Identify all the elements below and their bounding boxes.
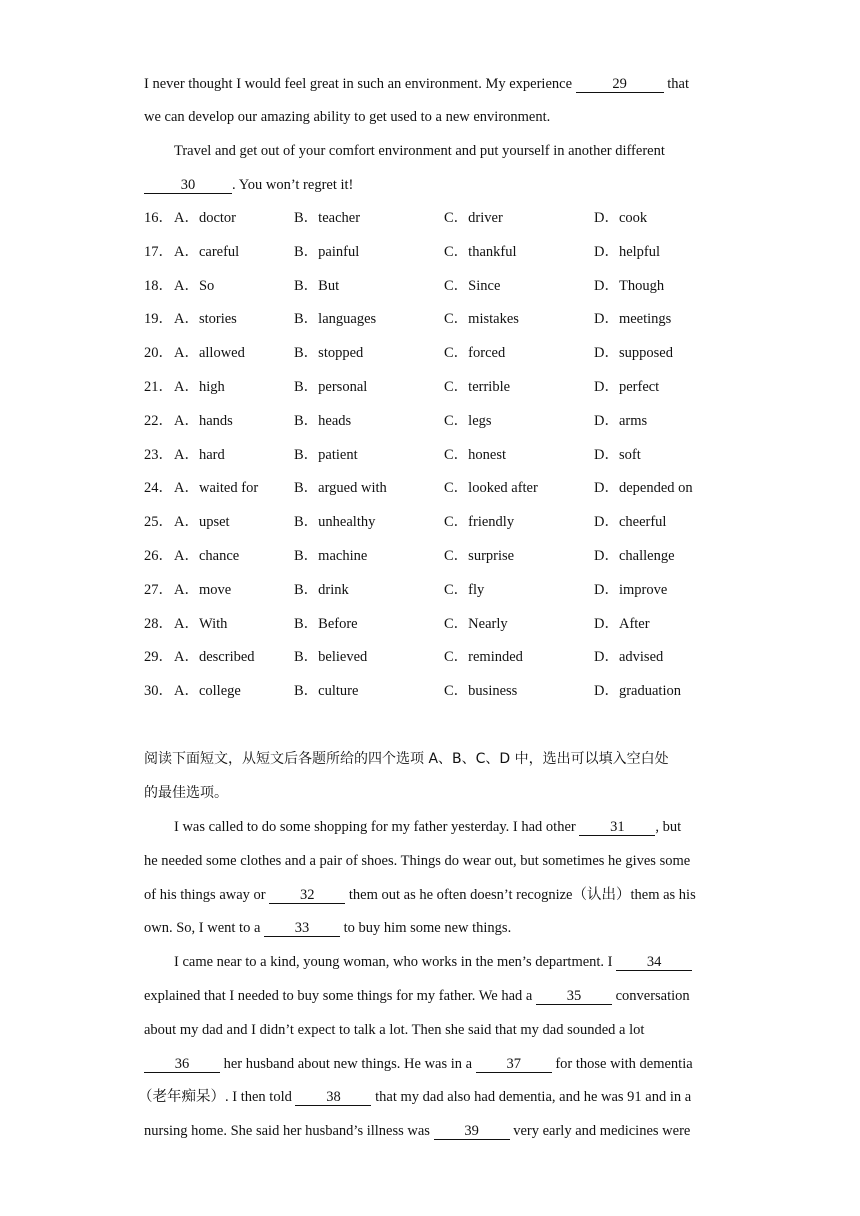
blank-33: 33: [264, 920, 340, 937]
question-row: [144, 343, 724, 363]
passage-line: [144, 885, 720, 905]
passage-line: about my dad and I didn’t expect to talk a lot. Then she said that my dad sounded a lot: [144, 1022, 645, 1038]
option-d: D．challenge: [594, 548, 675, 564]
question-row: [144, 681, 724, 701]
question-row: [144, 512, 724, 532]
option-d: D．advised: [594, 649, 664, 665]
option-b: B．drink: [294, 582, 349, 598]
passage-line: [144, 952, 720, 972]
option-b: B．argued with: [294, 480, 387, 496]
option-b: B．heads: [294, 413, 352, 429]
question-row: [144, 445, 724, 465]
option-b: B．stopped: [294, 345, 364, 361]
question-row: [144, 580, 724, 600]
option-b: B．But: [294, 278, 340, 294]
option-b: B．teacher: [294, 210, 361, 226]
question-row: [144, 478, 724, 498]
text: that my dad also had dementia, and he was 91 and in a: [371, 1089, 692, 1105]
option-c: C．Since: [444, 278, 501, 294]
option-a: A．hands: [174, 413, 233, 429]
text: nursing home. She said her husband’s illness was: [144, 1123, 434, 1139]
blank-38: 38: [295, 1089, 371, 1106]
instruction-line: 阅读下面短文，从短文后各题所给的四个选项 A、B、C、D 中，选出可以填入空白处: [144, 751, 669, 767]
option-b: B．personal: [294, 379, 368, 395]
text: explained that I needed to buy some things for my father. We had a: [144, 988, 536, 1004]
text: own. So, I went to a: [144, 920, 265, 936]
text: , but: [655, 819, 682, 835]
question-number: 20．: [144, 345, 173, 361]
passage-line: Travel and get out of your comfort environment and put yourself in another different: [174, 143, 665, 159]
text: for those with dementia: [551, 1056, 693, 1072]
option-a: A．high: [174, 379, 225, 395]
question-row: [144, 242, 724, 262]
passage-line: we can develop our amazing ability to get used to a new environment.: [144, 109, 551, 125]
option-a: A．college: [174, 683, 241, 699]
passage-line: [144, 74, 720, 94]
option-b: B．languages: [294, 311, 377, 327]
question-number: 19．: [144, 311, 173, 327]
option-a: A．upset: [174, 514, 230, 530]
text: conversation: [611, 988, 690, 1004]
question-number: 21．: [144, 379, 173, 395]
passage-line: [144, 1054, 720, 1074]
blank-35: 35: [536, 988, 612, 1005]
blank-34: 34: [616, 954, 692, 971]
question-number: 22．: [144, 413, 173, 429]
question-row: [144, 614, 724, 634]
passage-line: [138, 1087, 714, 1107]
option-a: A．allowed: [174, 345, 245, 361]
option-d: D．helpful: [594, 244, 661, 260]
passage-line: [144, 817, 720, 837]
question-number: 30．: [144, 683, 173, 699]
option-b: B．culture: [294, 683, 359, 699]
option-c: C．honest: [444, 447, 507, 463]
instruction-line: 的最佳选项。: [144, 785, 228, 801]
text: of his things away or: [144, 887, 270, 903]
option-a: A．waited for: [174, 480, 259, 496]
option-c: C．forced: [444, 345, 506, 361]
option-a: A．doctor: [174, 210, 237, 226]
question-row: [144, 309, 724, 329]
question-number: 23．: [144, 447, 173, 463]
text: very early and medicines were: [509, 1123, 691, 1139]
option-c: C．thankful: [444, 244, 517, 260]
option-a: A．hard: [174, 447, 225, 463]
question-number: 17．: [144, 244, 173, 260]
option-d: D．soft: [594, 447, 641, 463]
question-row: [144, 377, 724, 397]
text: I never thought I would feel great in such an environment. My experience: [144, 76, 576, 92]
option-d: D．graduation: [594, 683, 681, 699]
option-a: A．With: [174, 616, 228, 632]
passage-line: [144, 918, 720, 938]
question-number: 16．: [144, 210, 173, 226]
question-number: 27．: [144, 582, 173, 598]
option-a: A．stories: [174, 311, 237, 327]
option-a: A．careful: [174, 244, 240, 260]
text: her husband about new things. He was in a: [220, 1056, 476, 1072]
option-c: C．reminded: [444, 649, 523, 665]
question-row: [144, 411, 724, 431]
passage-line: [144, 175, 720, 195]
option-d: D．Though: [594, 278, 665, 294]
question-number: 25．: [144, 514, 173, 530]
question-row: [144, 647, 724, 667]
question-row: [144, 546, 724, 566]
text: them out as he often doesn’t recognize（认出）them as his: [345, 887, 696, 903]
option-d: D．After: [594, 616, 650, 632]
text: （老年痴呆）. I then told: [138, 1089, 296, 1105]
option-d: D．meetings: [594, 311, 672, 327]
option-a: A．So: [174, 278, 215, 294]
blank-36: 36: [144, 1056, 220, 1073]
text: to buy him some new things.: [340, 920, 512, 936]
option-c: C．surprise: [444, 548, 515, 564]
text: . You won’t regret it!: [232, 177, 354, 193]
option-c: C．legs: [444, 413, 492, 429]
blank-30: 30: [144, 177, 232, 194]
option-d: D．arms: [594, 413, 648, 429]
blank-31: 31: [579, 819, 655, 836]
option-d: D．cheerful: [594, 514, 667, 530]
option-c: C．mistakes: [444, 311, 519, 327]
option-b: B．machine: [294, 548, 368, 564]
passage-line: [144, 1121, 720, 1141]
text: I was called to do some shopping for my father yesterday. I had other: [174, 819, 580, 835]
option-d: D．perfect: [594, 379, 660, 395]
question-number: 24．: [144, 480, 173, 496]
option-b: B．painful: [294, 244, 360, 260]
question-number: 29．: [144, 649, 173, 665]
option-c: C．Nearly: [444, 616, 508, 632]
passage-line: he needed some clothes and a pair of shoes. Things do wear out, but sometimes he gives some: [144, 853, 691, 869]
question-number: 26．: [144, 548, 173, 564]
text: I came near to a kind, young woman, who works in the men’s department. I: [174, 954, 617, 970]
option-b: B．unhealthy: [294, 514, 376, 530]
blank-32: 32: [269, 887, 345, 904]
question-row: [144, 276, 724, 296]
option-d: D．improve: [594, 582, 668, 598]
option-a: A．move: [174, 582, 232, 598]
option-d: D．cook: [594, 210, 648, 226]
blank-37: 37: [476, 1056, 552, 1073]
option-c: C．friendly: [444, 514, 515, 530]
blank-39: 39: [434, 1123, 510, 1140]
option-b: B．patient: [294, 447, 358, 463]
question-row: [144, 208, 724, 228]
option-c: C．fly: [444, 582, 485, 598]
option-c: C．terrible: [444, 379, 511, 395]
option-c: C．business: [444, 683, 518, 699]
option-d: D．depended on: [594, 480, 693, 496]
option-a: A．described: [174, 649, 255, 665]
passage-line: [144, 986, 720, 1006]
option-c: C．looked after: [444, 480, 538, 496]
question-number: 28．: [144, 616, 173, 632]
option-c: C．driver: [444, 210, 503, 226]
option-b: B．believed: [294, 649, 368, 665]
blank-29: 29: [576, 76, 664, 93]
option-d: D．supposed: [594, 345, 673, 361]
option-b: B．Before: [294, 616, 358, 632]
text: that: [663, 76, 690, 92]
option-a: A．chance: [174, 548, 240, 564]
question-number: 18．: [144, 278, 173, 294]
